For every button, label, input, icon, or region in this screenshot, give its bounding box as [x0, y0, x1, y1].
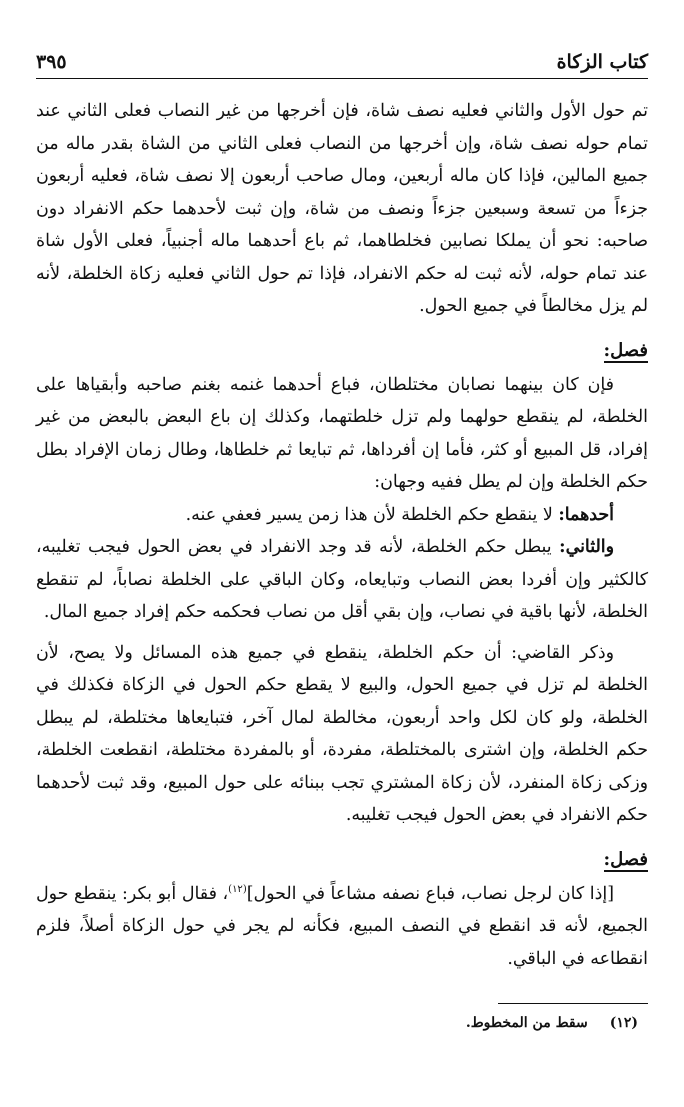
paragraph-4-bracketed: [إذا كان لرجل نصاب، فباع نصفه مشاعاً في الحول] — [246, 883, 614, 904]
page-body — [36, 95, 648, 975]
section-heading-1 — [36, 335, 648, 369]
point-2-lead: والثاني: — [559, 537, 614, 557]
point-2 — [36, 531, 648, 629]
paragraph-4-rest: ، فقال أبو بكر: ينقطع حول الجميع، لأنه قد انقطع في النصف المبيع، فكأنه لم يجر في حول الزكاة أصلاً، فلزم انقطاعه في الباقي. — [36, 883, 648, 969]
section-heading-1-text: فصل: — [604, 335, 649, 369]
paragraph-2: فإن كان بينهما نصابان مختلطان، فباع أحدهما غنمه بغنم صاحبه وأبقياها على الخلطة، لم ينقطع حولهما ولم تزل خلطتهما، وكذلك إن باع البعض بالبعض من غير إفراد، قل المبيع أو كثر، فأما إن أفرداها، ثم تبايعا ثم خلطاها، وطال زمان الإفراد بطل حكم الخلطة وإن لم يطل ففيه وجهان: — [36, 374, 648, 492]
point-2-text: يبطل حكم الخلطة، لأنه قد وجد الانفراد في بعض الحول فيجب تغليبه، كالكثير وإن أفردا بعض النصاب وتبايعاه، وكان الباقي على الخلطة نصاباً، لم تنقطع الخلطة، لأنها باقية في نصاب، وإن بقي أقل من نصاب فحكمه حكم إفراد جميع المال. — [36, 537, 648, 622]
page-number: ٣٩٥ — [36, 51, 67, 73]
section-heading-2-text: فصل: — [604, 844, 649, 878]
section-heading-2 — [36, 844, 648, 878]
footnote-number: (١٢) — [609, 1015, 638, 1031]
paragraph-1: تم حول الأول والثاني فعليه نصف شاة، فإن أخرجها من غير النصاب فعلى الثاني عند تمام حوله نصف شاة، وإن أخرجها من النصاب فعلى الثاني من الشاة بقدر ماله من جميع المالين، فإذا كان ماله أربعين، ومال صاحب أربعون إلا نصف شاة، فعليه أربعون جزءاً من تسعة وسبعين جزءاً ونصف من شاة، وإن ثبت لأحدهما حكم الانفراد دون صاحبه: نحو أن يملكا نصابين فخلطاهما، ثم باع أحدهما ماله أجنبياً، فعلى الأول شاة عند تمام حوله، لأنه ثبت له حكم الانفراد، فإذا تم حول الثاني فعليه زكاة الخلطة، لأنه لم يزل مخالطاً في جميع الحول. — [36, 101, 648, 316]
footnote-12 — [36, 1010, 648, 1036]
point-1 — [36, 499, 648, 532]
footnote-reference-12[interactable]: (١٢) — [228, 883, 247, 895]
running-title: كتاب الزكاة — [556, 51, 648, 73]
point-1-lead: أحدهما: — [558, 504, 614, 525]
footnote-divider — [498, 1003, 648, 1004]
page-header — [36, 40, 648, 79]
point-1-text: لا ينقطع حكم الخلطة لأن هذا زمن يسير فعفي عنه. — [185, 504, 559, 525]
footnote-text: سقط من المخطوط. — [465, 1015, 588, 1031]
paragraph-4 — [36, 878, 648, 976]
paragraph-3: وذكر القاضي: أن حكم الخلطة، ينقطع في جميع هذه المسائل ولا يصح، لأن الخلطة لم تزل في جميع الحول، والبيع لا يقطع حكم الحول في الزكاة فكذلك في الخلطة، ولو كان لكل واحد أربعون، مخالطة لمال آخر، فتبايعاها مختلطة، لم يبطل حكم الخلطة، وإن اشترى بالمختلطة، مفردة، أو بالمفردة مختلطة، انقطعت الخلطة، وزكى زكاة المنفرد، لأن زكاة المشتري تجب ببنائه على حول المبيع، وقد ثبت لأحدهما حكم الانفراد في بعض الحول فيجب تغليبه. — [36, 642, 648, 825]
